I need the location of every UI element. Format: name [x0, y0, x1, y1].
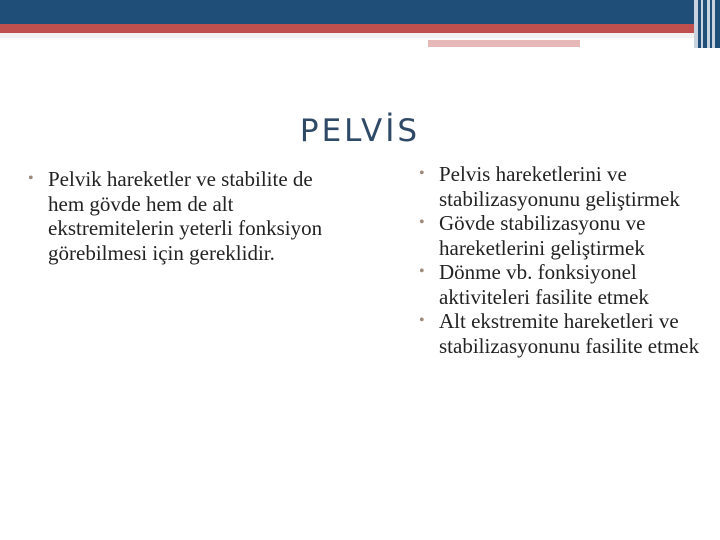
bullet-icon: •	[419, 263, 425, 280]
list-item	[415, 162, 715, 211]
header-pink-accent	[428, 40, 580, 47]
bullet-text: Pelvik hareketler ve stabilite de hem gövde hem de alt ekstremitelerin yeterli fonksiyon görebilmesi için gereklidir.	[48, 167, 323, 265]
list-item	[415, 211, 715, 260]
bullet-icon: •	[28, 170, 34, 187]
header-red-band	[0, 24, 700, 33]
bullet-text: Gövde stabilizasyonu ve hareketlerini geliştirmek	[439, 211, 646, 260]
left-content-column	[24, 167, 324, 265]
bullet-text: Alt ekstremite hareketleri ve stabilizasyonunu fasilite etmek	[439, 309, 700, 358]
slide-title	[0, 113, 720, 149]
slide-title-text: PELVİS	[299, 113, 421, 149]
bullet-icon: •	[419, 165, 425, 182]
right-bullet-list	[415, 162, 715, 358]
left-bullet-list	[24, 167, 324, 265]
header-navy-band	[0, 0, 700, 24]
bullet-text: Pelvis hareketlerini ve stabilizasyonunu geliştirmek	[439, 162, 680, 211]
list-item	[415, 260, 715, 309]
header-decoration	[0, 0, 720, 48]
right-content-column	[415, 162, 715, 358]
header-gray-band	[0, 33, 700, 38]
list-item	[415, 309, 715, 358]
header-side-stripes	[694, 0, 720, 48]
bullet-icon: •	[419, 214, 425, 231]
bullet-icon: •	[419, 312, 425, 329]
bullet-text: Dönme vb. fonksiyonel aktiviteleri fasilite etmek	[439, 260, 649, 309]
list-item	[24, 167, 324, 265]
